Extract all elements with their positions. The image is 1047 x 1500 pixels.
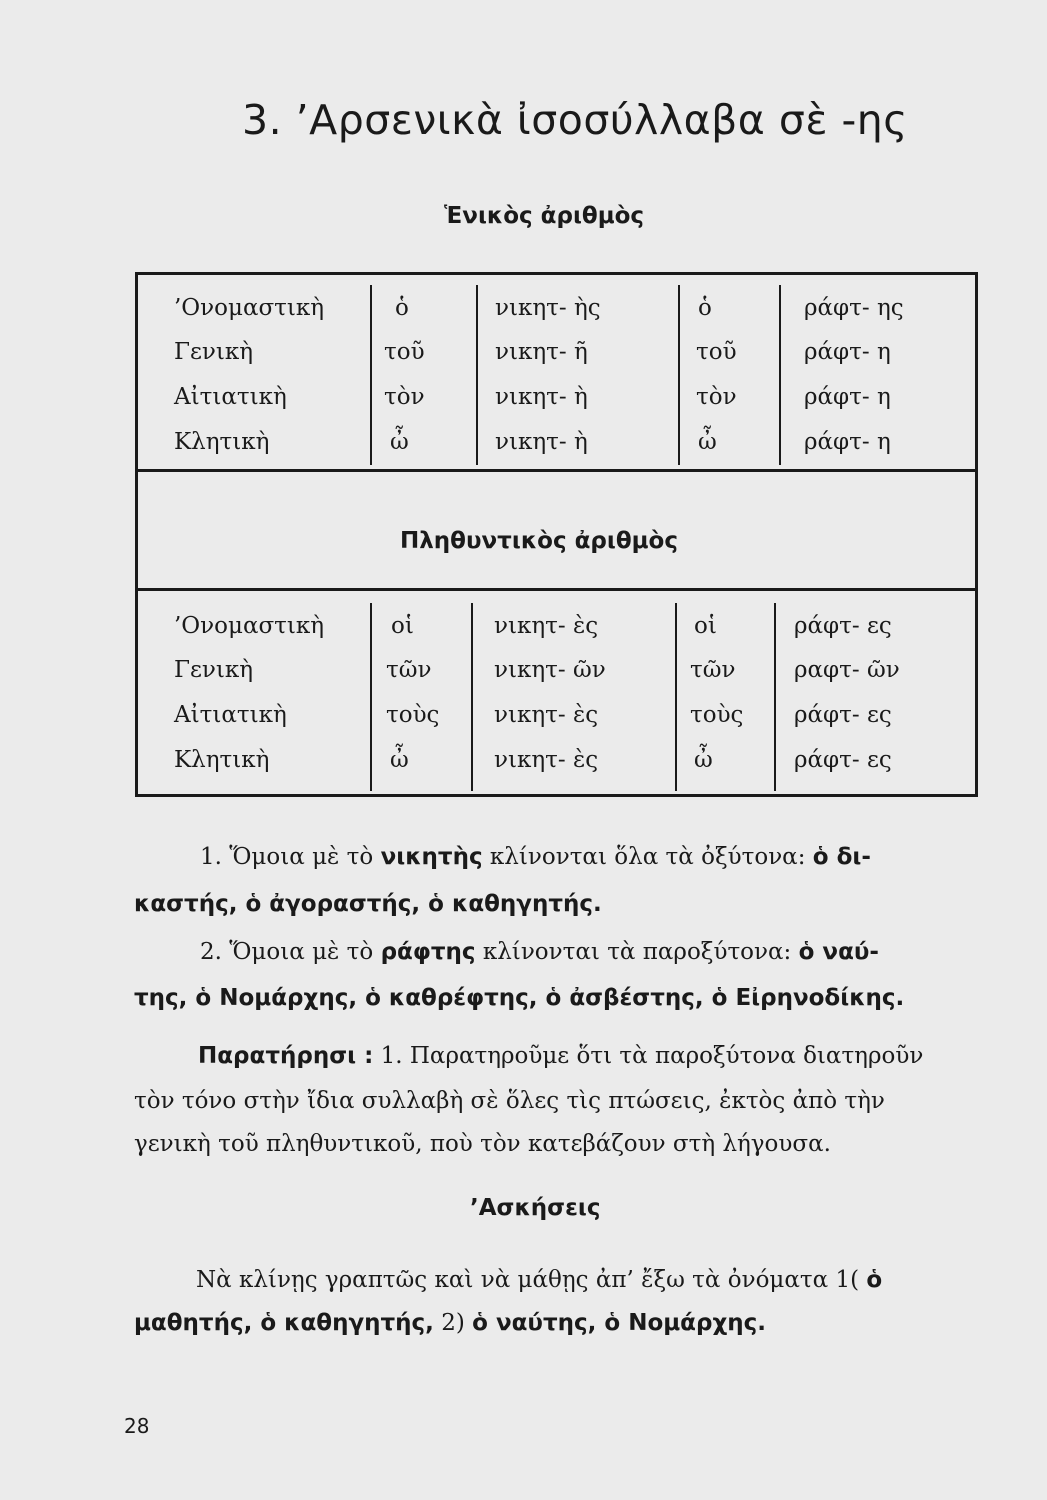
noun-form: νικητ- ῶν: [494, 657, 606, 683]
article: οἱ: [694, 613, 717, 639]
article: ὁ: [395, 295, 409, 321]
exercises-heading: ’Ασκήσεις: [470, 1195, 601, 1221]
noun-form: νικητ- ῆ: [495, 339, 588, 365]
article: τὸν: [696, 384, 737, 410]
case-nominative: ’Ονομαστικὴ: [174, 295, 325, 321]
noun-form: νικητ- ὴ: [495, 384, 588, 410]
article: τῶν: [690, 657, 736, 683]
noun-form: ράφτ- η: [804, 339, 891, 365]
case-accusative: Αἰτιατικὴ: [174, 702, 287, 728]
page-number: 28: [124, 1414, 150, 1438]
note-1-line-2: καστής, ὁ ἀγοραστής, ὁ καθηγητής.: [134, 891, 602, 917]
noun-form: ράφτ- η: [804, 429, 891, 455]
note-2-line-1: 2. Ὅμοια μὲ τὸ ράφτης κλίνονται τὰ παροξύτονα: ὁ ναύ-: [200, 939, 879, 965]
article: τὸν: [384, 384, 425, 410]
noun-form: νικητ- ὲς: [494, 613, 599, 639]
noun-form: ράφτ- ες: [794, 747, 892, 773]
declension-table: [135, 272, 978, 797]
case-genitive: Γενικὴ: [174, 339, 254, 365]
note-2-line-2: της, ὁ Νομάρχης, ὁ καθρέφτης, ὁ ἀσβέστης, ὁ Εἰρηνοδίκης.: [134, 985, 905, 1011]
article: τῶν: [386, 657, 432, 683]
singular-block: [138, 285, 975, 465]
table-divider: [138, 588, 975, 591]
article: τοὺς: [690, 702, 744, 728]
case-vocative: Κλητικὴ: [174, 747, 270, 773]
note-1-line-1: 1. Ὅμοια μὲ τὸ νικητὴς κλίνονται ὅλα τὰ ὀξύτονα: ὁ δι-: [200, 844, 871, 870]
noun-form: νικητ- ὲς: [494, 747, 599, 773]
exercise-line-2: μαθητής, ὁ καθηγητής, 2) ὁ ναύτης, ὁ Νομάρχης.: [134, 1310, 767, 1336]
case-vocative: Κλητικὴ: [174, 429, 270, 455]
section-title: 3. ’Αρσενικὰ ἰσοσύλλαβα σὲ -ης: [242, 96, 908, 144]
noun-form: νικητ- ὴς: [495, 295, 601, 321]
article: ὦ: [390, 747, 409, 773]
article: ὦ: [694, 747, 713, 773]
noun-form: ραφτ- ῶν: [794, 657, 900, 683]
article: ὁ: [698, 295, 712, 321]
singular-heading: Ἑνικὸς ἀριθμὸς: [444, 203, 645, 229]
article: τοῦ: [384, 339, 425, 365]
noun-form: ράφτ- η: [804, 384, 891, 410]
noun-form: ράφτ- ες: [794, 613, 892, 639]
article: ὦ: [390, 429, 409, 455]
case-accusative: Αἰτιατικὴ: [174, 384, 287, 410]
remark-line-3: γενικὴ τοῦ πληθυντικοῦ, ποὺ τὸν κατεβάζουν στὴ λήγουσα.: [134, 1131, 831, 1157]
exercise-line-1: Νὰ κλίνῃς γραπτῶς καὶ νὰ μάθῃς ἀπ’ ἔξω τὰ ὀνόματα 1( ὁ: [196, 1267, 883, 1293]
remark-line-1: Παρατήρησι : 1. Παρατηροῦμε ὅτι τὰ παροξύτονα διατηροῦν: [198, 1043, 924, 1069]
noun-form: ράφτ- ης: [804, 295, 904, 321]
remark-line-2: τὸν τόνο στὴν ἴδια συλλαβὴ σὲ ὅλες τὶς πτώσεις, ἐκτὸς ἀπὸ τὴν: [134, 1088, 885, 1114]
article: τοῦ: [696, 339, 737, 365]
article: τοὺς: [386, 702, 440, 728]
plural-block: [138, 603, 975, 791]
table-divider: [138, 469, 975, 472]
article: οἱ: [391, 613, 414, 639]
noun-form: νικητ- ὲς: [494, 702, 599, 728]
noun-form: νικητ- ὴ: [495, 429, 588, 455]
article: ὦ: [698, 429, 717, 455]
case-nominative: ’Ονομαστικὴ: [174, 613, 325, 639]
case-genitive: Γενικὴ: [174, 657, 254, 683]
noun-form: ράφτ- ες: [794, 702, 892, 728]
plural-heading: Πληθυντικὸς ἀριθμὸς: [400, 528, 678, 554]
